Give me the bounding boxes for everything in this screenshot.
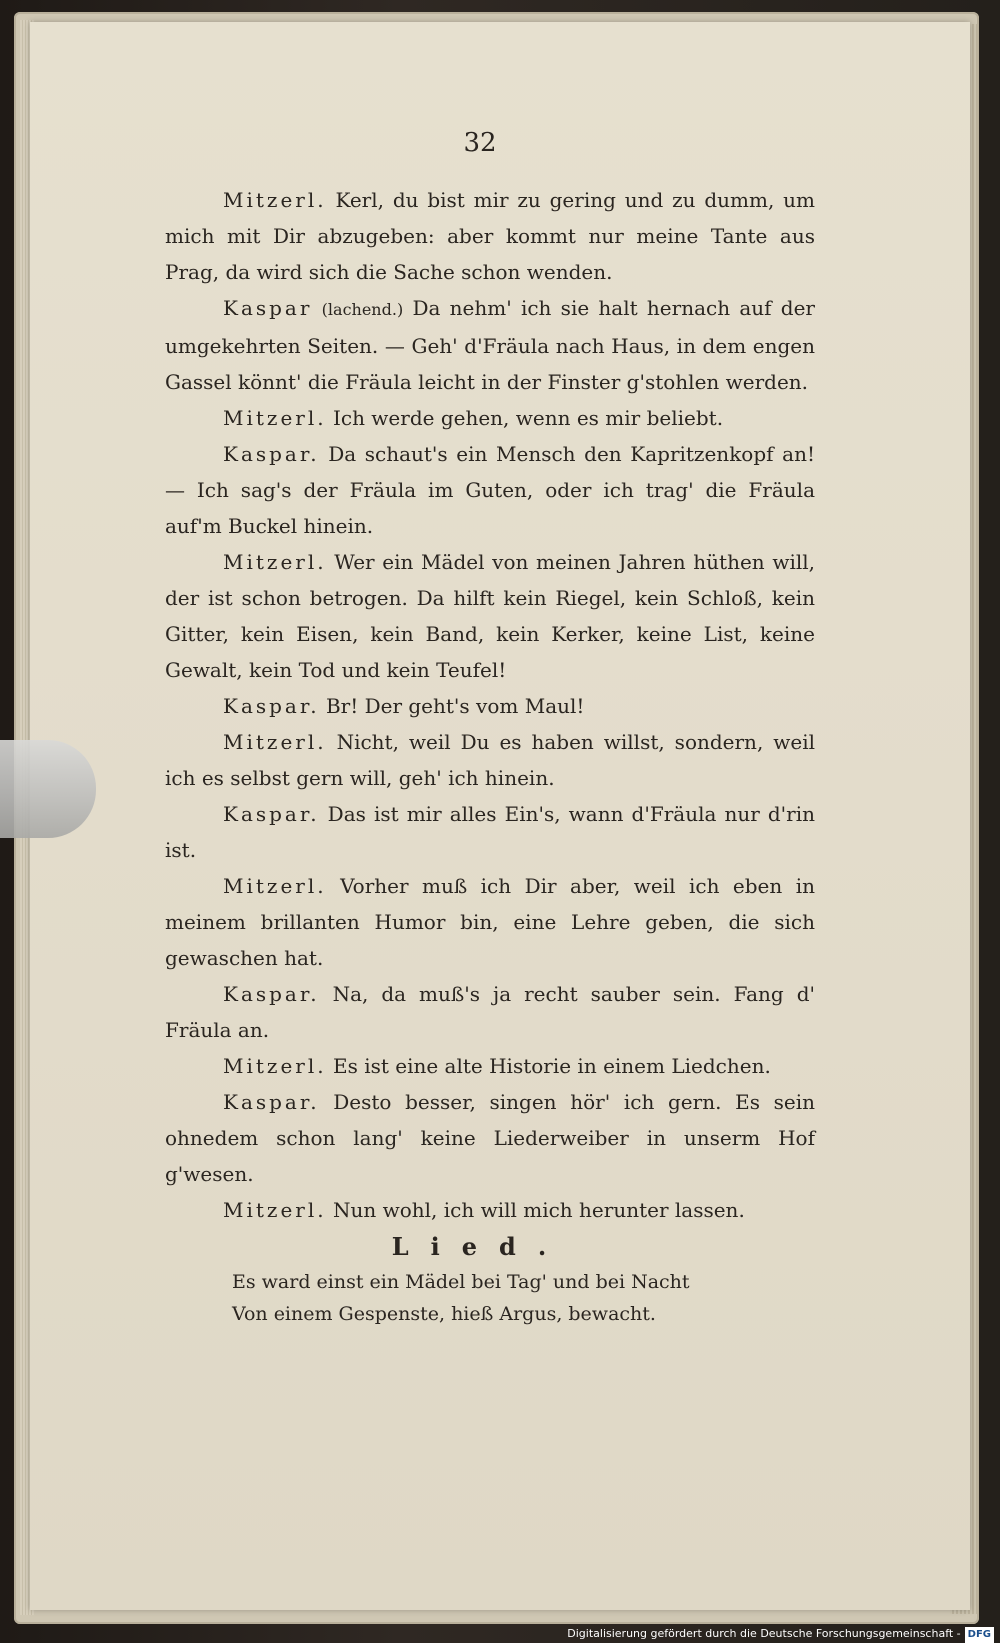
dialogue-paragraph (165, 182, 815, 290)
paragraph-text: Wer ein Mädel von meinen Jahren hüthen will, der ist schon betrogen. Da hilft kein Riegel, kein Schloß, kein Gitter, kein Eisen, kein Band, kein Kerker, keine List, keine Gewalt, kein Tod und kein Teufel! (165, 550, 815, 682)
paragraph-text: Na, da muß's ja recht sauber sein. Fang d' Fräula an. (165, 982, 816, 1042)
paragraph-text: Da schaut's ein Mensch den Kapritzenkopf an! — Ich sag's der Fräula im Guten, oder ich trag' die Fräula auf'm Buckel hinein. (165, 442, 815, 538)
dialogue-paragraph (165, 796, 815, 868)
speaker-name: Mitzerl. (223, 730, 327, 754)
paragraph-text: Nicht, weil Du es haben willst, sondern, weil ich es selbst gern will, geh' ich hinein. (165, 730, 815, 790)
speaker-name: Kaspar. (223, 442, 320, 466)
paragraph-text: Da nehm' ich sie halt hernach auf der umgekehrten Seiten. — Geh' d'Fräula nach Haus, in dem engen Gassel könnt' die Fräula leicht in der Finster g'stohlen werden. (165, 296, 815, 394)
speaker-name: Kaspar. (223, 694, 320, 718)
song-verse (232, 1266, 792, 1330)
paragraph-text: Das ist mir alles Ein's, wann d'Fräula nur d'rin ist. (165, 802, 815, 862)
dialogue-paragraph (165, 436, 815, 544)
paragraph-text: Desto besser, singen hör' ich gern. Es sein ohnedem schon lang' keine Liederweiber in unserm Hof g'wesen. (165, 1090, 816, 1186)
song-line: Von einem Gespenste, hieß Argus, bewacht. (232, 1303, 656, 1325)
footer-credit: Digitalisierung gefördert durch die Deutsche Forschungsgemeinschaft - (567, 1627, 961, 1640)
page-clip (0, 740, 96, 838)
speaker-name: Mitzerl. (223, 550, 327, 574)
dialogue-paragraph (165, 1192, 815, 1228)
speaker-name: Mitzerl. (223, 188, 327, 212)
stage-direction: (lachend.) (321, 300, 404, 319)
dfg-logo: DFG (965, 1627, 994, 1643)
speaker-name: Mitzerl. (223, 406, 327, 430)
speaker-name: Mitzerl. (223, 1054, 327, 1078)
dialogue-paragraph (165, 724, 815, 796)
paragraph-text: Es ist eine alte Historie in einem Liedchen. (332, 1054, 771, 1078)
dialogue-paragraph (165, 1048, 815, 1084)
speaker-name: Kaspar. (223, 982, 320, 1006)
digitization-footer (567, 1626, 994, 1642)
paragraph-text: Br! Der geht's vom Maul! (325, 694, 585, 718)
dialogue-paragraph (165, 1084, 815, 1192)
speaker-name: Kaspar. (223, 802, 320, 826)
speaker-name: Mitzerl. (223, 1198, 327, 1222)
paragraph-text: Vorher muß ich Dir aber, weil ich eben in meinem brillanten Humor bin, eine Lehre geben, die sich gewaschen hat. (165, 874, 815, 970)
speaker-name: Kaspar (223, 296, 313, 320)
paragraph-text: Kerl, du bist mir zu gering und zu dumm, um mich mit Dir abzugeben: aber kommt nur meine Tante aus Prag, da wird sich die Sache schon wenden. (165, 188, 816, 284)
dialogue-paragraph (165, 688, 815, 724)
speaker-name: Kaspar. (223, 1090, 320, 1114)
dialogue-paragraph (165, 976, 815, 1048)
speaker-name: Mitzerl. (223, 874, 327, 898)
dialogue-paragraph (165, 544, 815, 688)
song-title: Lied. (391, 1232, 569, 1261)
page-number: 32 (463, 128, 497, 158)
song-line: Es ward einst ein Mädel bei Tag' und bei Nacht (232, 1271, 690, 1293)
paragraph-text: Ich werde gehen, wenn es mir beliebt. (332, 406, 724, 430)
dialogue-paragraph (165, 400, 815, 436)
dialogue-paragraph (165, 290, 815, 400)
dialogue-text (165, 182, 815, 1228)
dialogue-paragraph (165, 868, 815, 976)
paragraph-text: Nun wohl, ich will mich herunter lassen. (332, 1198, 745, 1222)
